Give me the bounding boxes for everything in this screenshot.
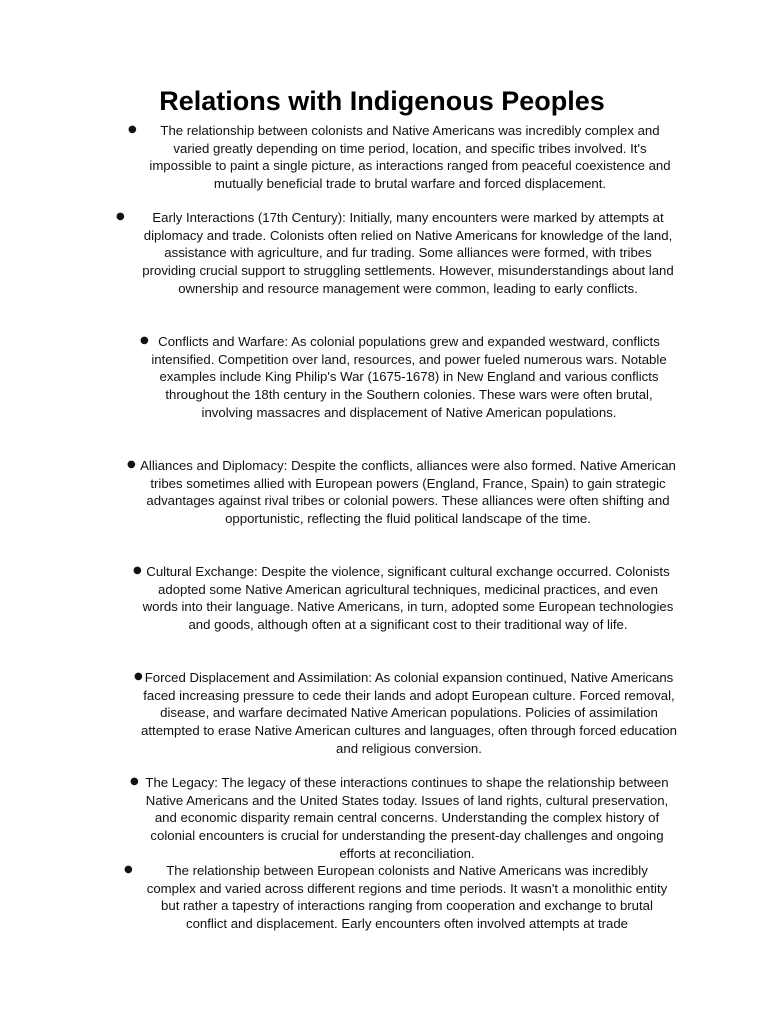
paragraph-3: Conflicts and Warfare: As colonial populations grew and expanded westward, conflicts intensified. Competition over land, resources, and power fueled numerous wars. Notable examples include King Philip's War (1675-1678) in New England and various conflicts throughout the 18th century in the Southern colonies. These wars were often brutal, involving massacres and displacement of Native American populations. — [151, 334, 667, 420]
bullet-icon: ● — [133, 565, 142, 576]
paragraph-4: Alliances and Diplomacy: Despite the conflicts, alliances were also formed. Native American tribes sometimes allied with European powers (England, France, Spain) to gain strategic advantages against rival tribes or colonial powers. These alliances were often shifting and opportunistic, reflecting the fluid political landscape of the time. — [140, 458, 676, 527]
bullet-icon: ● — [134, 671, 143, 682]
paragraph-6: Forced Displacement and Assimilation: As colonial expansion continued, Native Americans faced increasing pressure to cede their lands and adopt European culture. Forced removal, disease, and warfare decimated Native American populations. Policies of assimilation attempted to erase Native American cultures and languages, often through forced education and religious conversion. — [141, 670, 677, 756]
bullet-icon: ● — [116, 211, 125, 222]
bullet-icon: ● — [127, 459, 136, 470]
bullet-icon: ● — [130, 776, 139, 787]
paragraph-7: The Legacy: The legacy of these interactions continues to shape the relationship between Native Americans and the United States today. Issues of land rights, cultural preservation, and economic disparity remain central concerns. Understanding the complex history of colonial encounters is crucial for understanding the present-day challenges and ongoing efforts at reconciliation. — [145, 775, 669, 861]
paragraph-1: The relationship between colonists and Native Americans was incredibly complex and varied greatly depending on time period, location, and specific tribes involved. It's impossible to paint a single picture, as interactions ranged from peaceful coexistence and mutually beneficial trade to brutal warfare and forced displacement. — [149, 123, 671, 192]
bullet-icon: ● — [124, 864, 133, 875]
paragraph-8: The relationship between European colonists and Native Americans was incredibly complex and varied across different regions and time periods. It wasn't a monolithic entity but rather a tapestry of interactions ranging from cooperation and exchange to brutal conflict and displacement. Early encounters often involved attempts at trade — [146, 863, 668, 932]
bullet-icon: ● — [128, 124, 137, 135]
paragraph-5: Cultural Exchange: Despite the violence, significant cultural exchange occurred. Colonists adopted some Native American agricultural techniques, medicinal practices, and even words into their language. Native Americans, in turn, adopted some European technologies and goods, although often at a significant cost to their traditional way of life. — [142, 564, 674, 633]
bullet-icon: ● — [140, 335, 149, 346]
paragraph-2: Early Interactions (17th Century): Initially, many encounters were marked by attempts at diplomacy and trade. Colonists often relied on Native Americans for knowledge of the land, assistance with agriculture, and fur trading. Some alliances were formed, with tribes providing crucial support to struggling settlements. However, misunderstandings about land ownership and resource management were common, leading to early conflicts. — [142, 210, 674, 296]
document-title: Relations with Indigenous Peoples — [159, 86, 605, 116]
